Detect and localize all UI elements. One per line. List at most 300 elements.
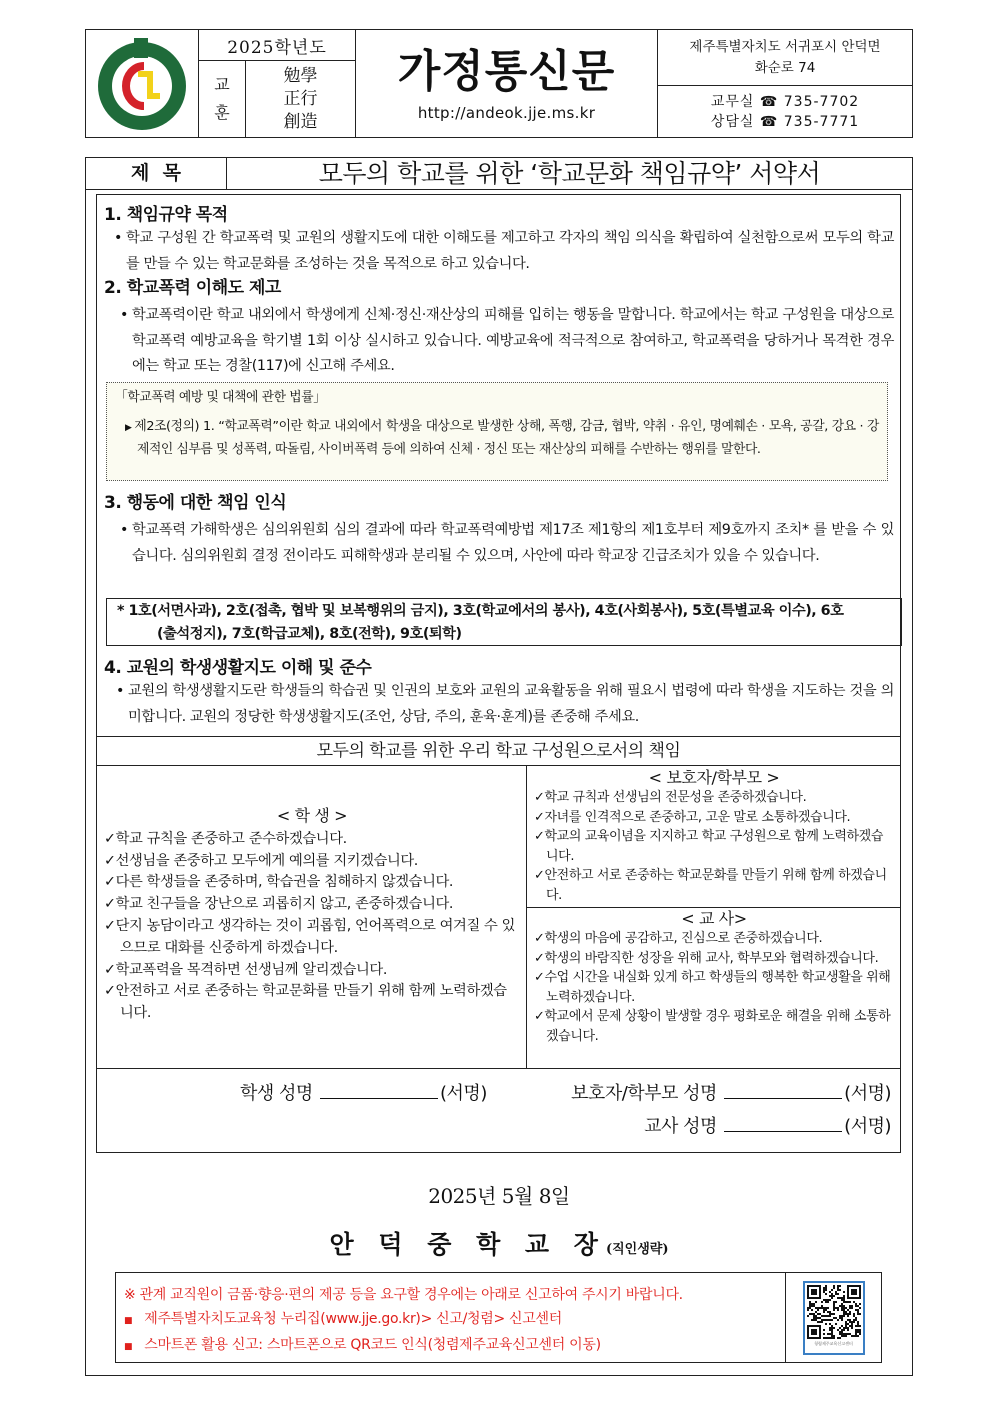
students-item xyxy=(104,829,520,851)
qr-module xyxy=(857,1309,859,1311)
qr-module xyxy=(811,1305,813,1307)
qr-module xyxy=(855,1335,857,1337)
qr-module xyxy=(843,1291,845,1293)
section-4 xyxy=(104,653,894,730)
qr-module xyxy=(855,1331,857,1333)
qr-module xyxy=(817,1321,819,1323)
report-item xyxy=(124,1307,785,1333)
item-text: 학교폭력을 목격하면 선생님께 알리겠습니다. xyxy=(115,961,387,978)
qr-module xyxy=(833,1309,835,1311)
qr-module xyxy=(833,1337,835,1339)
qr-module xyxy=(843,1299,845,1301)
qr-module xyxy=(809,1303,811,1305)
qr-module xyxy=(845,1325,847,1327)
qr-module xyxy=(859,1303,861,1305)
sign-suffix: (서명) xyxy=(440,1083,487,1104)
qr-module xyxy=(857,1335,859,1337)
qr-module xyxy=(845,1301,847,1303)
qr-module xyxy=(831,1337,833,1339)
qr-module xyxy=(833,1303,835,1305)
students-item xyxy=(104,916,520,960)
qr-module xyxy=(835,1293,837,1295)
check-icon: ✓ xyxy=(104,896,116,913)
parents-item xyxy=(534,866,894,905)
qr-module xyxy=(815,1319,817,1321)
qr-module xyxy=(833,1335,835,1337)
qr-module xyxy=(849,1319,851,1321)
item-text: 학교에서 문제 상황이 발생할 경우 평화로운 해결을 위해 소통하겠습니다. xyxy=(544,1009,891,1044)
qr-module xyxy=(857,1323,859,1325)
office-name: 교무실 xyxy=(710,93,755,110)
qr-module xyxy=(815,1311,817,1313)
qr-module xyxy=(843,1295,845,1297)
item-text: 안전하고 서로 존중하는 학교문화를 만들기 위해 함께 노력하겠습니다. xyxy=(115,983,507,1022)
qr-module xyxy=(815,1307,817,1309)
qr-module xyxy=(829,1313,831,1315)
students-item xyxy=(104,960,520,982)
qr-module xyxy=(813,1303,815,1305)
parents-list xyxy=(534,788,894,905)
qr-module xyxy=(843,1305,845,1307)
title-cell xyxy=(356,30,658,137)
qr-module xyxy=(819,1313,821,1315)
qr-module xyxy=(821,1307,823,1309)
qr-module xyxy=(841,1305,843,1307)
qr-module xyxy=(851,1305,853,1307)
qr-module xyxy=(809,1301,811,1303)
qr-module xyxy=(825,1337,827,1339)
sign-suffix: (서명) xyxy=(844,1083,891,1104)
qr-module xyxy=(847,1319,849,1321)
check-icon: ✓ xyxy=(104,852,116,869)
teacher-signature-field[interactable] xyxy=(724,1114,842,1132)
qr-module xyxy=(829,1329,831,1331)
qr-module xyxy=(825,1315,827,1317)
phone-icon: ☎ xyxy=(759,93,779,110)
qr-module xyxy=(825,1287,827,1289)
qr-module xyxy=(833,1285,835,1287)
item-text: 자녀를 인격적으로 존중하고, 고운 말로 소통하겠습니다. xyxy=(544,809,851,825)
qr-module xyxy=(847,1333,849,1335)
qr-module xyxy=(825,1307,827,1309)
law-definition: 제2조(정의) 1. “학교폭력”이란 학교 내외에서 학생을 대상으로 발생한 상해, 폭행, 감금, 협박, 약취 · 유인, 명예훼손 · 모욕, 공갈, 강요 · 강제적인 심부름 및 성폭력, 따돌림, 사이버폭력 등에 의하여 신체 · 정신 또는 재산상의 피해를 수반하는 행위를 말한다. xyxy=(134,418,880,457)
qr-module xyxy=(849,1321,851,1323)
qr-module xyxy=(827,1307,829,1309)
qr-module xyxy=(847,1323,849,1325)
qr-module xyxy=(845,1321,847,1323)
qr-module xyxy=(827,1315,829,1317)
qr-module xyxy=(847,1309,849,1311)
qr-module xyxy=(829,1323,831,1325)
section-heading: 2. 학교폭력 이해도 제고 xyxy=(104,278,281,298)
qr-module xyxy=(845,1311,847,1313)
qr-module xyxy=(845,1327,847,1329)
item-text: 선생님을 존중하고 모두에게 예의를 지키겠습니다. xyxy=(115,852,418,869)
qr-module xyxy=(841,1317,843,1319)
qr-module xyxy=(835,1301,837,1303)
qr-module xyxy=(829,1299,831,1301)
qr-module xyxy=(845,1333,847,1335)
students-column xyxy=(104,805,520,1025)
qr-module xyxy=(813,1313,815,1315)
principal-line xyxy=(85,1225,913,1261)
students-item xyxy=(104,981,520,1025)
qr-module xyxy=(811,1313,813,1315)
qr-module xyxy=(839,1305,841,1307)
qr-module xyxy=(811,1289,817,1295)
qr-code[interactable] xyxy=(803,1281,865,1355)
qr-module xyxy=(837,1289,839,1291)
qr-module xyxy=(837,1319,839,1321)
qr-module xyxy=(859,1329,861,1331)
qr-module xyxy=(825,1293,827,1295)
qr-module xyxy=(851,1321,853,1323)
check-icon: ✓ xyxy=(534,970,545,985)
qr-module xyxy=(853,1321,855,1323)
section-2 xyxy=(104,273,894,380)
qr-module xyxy=(853,1315,855,1317)
qr-module xyxy=(827,1299,829,1301)
students-item xyxy=(104,851,520,873)
qr-module xyxy=(811,1309,813,1311)
section-body: • 학교폭력이란 학교 내외에서 학생에게 신체·정신·재산상의 피해를 입히는 행동을 말합니다. 학교에서는 학교 구성원을 대상으로 학교폭력 예방교육을 학기별 1회 이상 실시하고 있습니다. 예방교육에 적극적으로 참여하고, 학교폭력을 당하거나 목격한 경우에는 학교 또는 경찰(117)에 신고해 주세요. xyxy=(120,307,894,374)
qr-module xyxy=(833,1301,835,1303)
qr-module xyxy=(837,1337,839,1339)
newsletter-header xyxy=(85,29,913,138)
qr-module xyxy=(853,1335,855,1337)
parent-signature-field[interactable] xyxy=(724,1081,842,1099)
qr-module xyxy=(839,1285,841,1287)
qr-module xyxy=(855,1319,857,1321)
qr-module xyxy=(839,1331,841,1333)
qr-module xyxy=(821,1319,823,1321)
qr-module xyxy=(859,1331,861,1333)
qr-module xyxy=(829,1319,831,1321)
responsibilities-title: 모두의 학교를 위한 우리 학교 구성원으로서의 책임 xyxy=(96,737,901,766)
qr-module xyxy=(843,1333,845,1335)
parents-item xyxy=(534,808,894,828)
qr-module xyxy=(843,1313,845,1315)
qr-module xyxy=(839,1327,841,1329)
qr-module xyxy=(851,1323,853,1325)
parent-signature xyxy=(571,1079,891,1105)
section-body: • 학교 구성원 간 학교폭력 및 교원의 생활지도에 대한 이해도를 제고하고 각자의 책임 의식을 확립하여 실천함으로써 모두의 학교를 만들 수 있는 학교문화를 조성하는 것을 목적으로 하고 있습니다. xyxy=(114,230,894,272)
qr-module xyxy=(837,1329,839,1331)
seal-omitted-note: (직인생략) xyxy=(605,1242,669,1257)
sign-suffix: (서명) xyxy=(844,1116,891,1137)
check-icon: ✓ xyxy=(534,931,545,946)
check-icon: ✓ xyxy=(534,868,545,883)
check-icon: ✓ xyxy=(104,983,116,1000)
qr-module xyxy=(855,1329,857,1331)
phone-number: 735-7702 xyxy=(783,93,860,110)
teachers-item xyxy=(534,1007,894,1046)
motto-line: 創造 xyxy=(283,111,318,132)
qr-module xyxy=(831,1329,833,1331)
teachers-list xyxy=(534,929,894,1046)
qr-module xyxy=(845,1313,847,1315)
qr-module xyxy=(833,1295,835,1297)
report-notice: ※ 관계 교직원이 금품·향응·편의 제공 등을 요구할 경우에는 아래로 신고하여 주시기 바랍니다. xyxy=(124,1287,683,1303)
qr-module xyxy=(843,1309,845,1311)
qr-module xyxy=(825,1299,827,1301)
qr-module xyxy=(829,1291,831,1293)
subject-bar xyxy=(85,157,913,190)
office-name: 상담실 xyxy=(710,113,755,130)
qr-module xyxy=(837,1309,839,1311)
section-heading: 1. 책임규약 목적 xyxy=(104,205,228,225)
check-icon: ✓ xyxy=(104,830,116,847)
item-text: 단지 농담이라고 생각하는 것이 괴롭힘, 언어폭력으로 여겨질 수 있으므로 대화를 신중하게 하겠습니다. xyxy=(115,917,515,956)
item-text: 학교 규칙과 선생님의 전문성을 존중하겠습니다. xyxy=(544,790,807,805)
section-body: • 학교폭력 가해학생은 심의위원회 심의 결과에 따라 학교폭력예방법 제17조 제1항의 제1호부터 제9호까지 조치* 를 받을 수 있습니다. 심의위원회 결정 전이라도 피해학생과 분리될 수 있으며, 사안에 따라 학교장 긴급조치가 있을 수 있습니다. xyxy=(120,522,894,564)
student-signature-field[interactable] xyxy=(320,1081,438,1099)
qr-module xyxy=(817,1313,819,1315)
qr-module xyxy=(841,1309,843,1311)
item-text: 학생의 바람직한 성장을 위해 교사, 학부모와 협력하겠습니다. xyxy=(544,950,879,966)
qr-module xyxy=(823,1287,825,1289)
school-logo-cell xyxy=(86,30,199,137)
qr-module xyxy=(857,1321,859,1323)
qr-module xyxy=(837,1285,839,1287)
section-text: 교원의 학생생활지도란 학생들의 학습권 및 인권의 보호와 교원의 교육활동을 위해 필요시 법령에 따라 학생을 지도하는 것을 의미합니다. 교원의 정당한 학생생활지도(조언, 상담, 주의, 훈육·훈계)를 존중해 주세요. xyxy=(128,683,894,725)
qr-module xyxy=(829,1333,831,1335)
qr-module xyxy=(827,1337,829,1339)
qr-module xyxy=(839,1317,841,1319)
address-line: 화순로 74 xyxy=(754,59,816,76)
qr-module xyxy=(851,1289,857,1295)
qr-module xyxy=(849,1313,851,1315)
qr-module xyxy=(839,1315,841,1317)
section-text: 학교폭력 가해학생은 심의위원회 심의 결과에 따라 학교폭력예방법 제17조 제1항의 제1호부터 제9호까지 조치* 를 받을 수 있습니다. 심의위원회 결정 전이라도 피해학생과 분리될 수 있으며, 사안에 따라 학교장 긴급조치가 있을 수 있습니다. xyxy=(132,522,894,564)
qr-module xyxy=(809,1313,811,1315)
qr-module xyxy=(847,1327,849,1329)
qr-module xyxy=(831,1289,833,1291)
qr-module xyxy=(825,1309,827,1311)
qr-module xyxy=(851,1325,853,1327)
qr-module xyxy=(813,1317,815,1319)
qr-module xyxy=(807,1309,809,1311)
qr-module xyxy=(823,1329,825,1331)
qr-module xyxy=(827,1319,829,1321)
signature-label: 보호자/학부모 성명 xyxy=(571,1083,717,1104)
item-text: 학생의 마음에 공감하고, 진심으로 존중하겠습니다. xyxy=(544,931,823,946)
qr-module xyxy=(823,1311,825,1313)
qr-module xyxy=(815,1301,817,1303)
qr-module xyxy=(857,1311,859,1313)
qr-module xyxy=(853,1301,855,1303)
qr-module xyxy=(825,1323,827,1325)
qr-module xyxy=(843,1297,845,1299)
teachers-item xyxy=(534,929,894,949)
qr-module xyxy=(833,1305,835,1307)
qr-module xyxy=(857,1305,859,1307)
qr-module xyxy=(847,1315,849,1317)
school-website-link[interactable]: http://andeok.jje.ms.kr xyxy=(417,103,596,122)
qr-module xyxy=(845,1323,847,1325)
qr-module xyxy=(831,1297,833,1299)
qr-module xyxy=(851,1335,853,1337)
report-item xyxy=(124,1333,785,1359)
signature-divider xyxy=(96,1068,900,1069)
signature-label: 학생 성명 xyxy=(240,1083,313,1104)
responsibilities-table xyxy=(96,736,901,1153)
teacher-signature xyxy=(644,1112,891,1138)
qr-module xyxy=(813,1315,815,1317)
check-icon: ✓ xyxy=(104,917,116,934)
footnote-line: (출석정지), 7호(학급교체), 8호(전학), 9호(퇴학) xyxy=(157,626,462,642)
qr-module xyxy=(813,1319,815,1321)
item-text: 학교 친구들을 장난으로 괴롭히지 않고, 존중하겠습니다. xyxy=(115,896,454,913)
qr-module xyxy=(835,1307,837,1309)
qr-module xyxy=(839,1337,841,1339)
qr-module xyxy=(821,1301,823,1303)
law-title: 「학교폭력 예방 및 대책에 관한 법률」 xyxy=(115,390,326,405)
qr-module xyxy=(859,1313,861,1315)
motto-label-char: 교 xyxy=(214,75,230,94)
report-item-text: 스마트폰 활용 신고: 스마트폰으로 QR코드 인식(청렴제주교육신고센터 이동) xyxy=(144,1337,601,1353)
check-icon: ✓ xyxy=(104,874,116,891)
square-bullet-icon: ■ xyxy=(124,1342,133,1352)
triangle-bullet-icon: ▶ xyxy=(125,422,135,433)
law-excerpt-box xyxy=(106,382,888,481)
item-text: 안전하고 서로 존중하는 학교문화를 만들기 위해 함께 하겠습니다. xyxy=(544,868,887,903)
motto-label-char: 훈 xyxy=(214,103,230,122)
qr-module xyxy=(835,1317,837,1319)
phone-row-office xyxy=(711,92,859,112)
qr-module xyxy=(859,1325,861,1327)
section-3 xyxy=(104,488,894,569)
item-text: 학교 규칙을 존중하고 준수하겠습니다. xyxy=(115,830,347,847)
qr-module xyxy=(841,1325,843,1327)
check-icon: ✓ xyxy=(534,950,545,966)
qr-module xyxy=(859,1307,861,1309)
qr-module xyxy=(807,1315,809,1317)
qr-module xyxy=(843,1335,845,1337)
qr-module xyxy=(843,1315,845,1317)
parents-item xyxy=(534,827,894,866)
qr-module xyxy=(855,1333,857,1335)
parents-item xyxy=(534,788,894,808)
check-icon: ✓ xyxy=(104,961,116,978)
qr-module xyxy=(823,1289,825,1291)
qr-module xyxy=(831,1293,833,1295)
item-text: 학교의 교육이념을 지지하고 학교 구성원으로 함께 노력하겠습니다. xyxy=(544,829,884,864)
qr-module xyxy=(849,1307,851,1309)
measures-footnote xyxy=(106,598,902,646)
qr-module xyxy=(845,1335,847,1337)
qr-module xyxy=(855,1317,857,1319)
students-item xyxy=(104,894,520,916)
qr-module xyxy=(817,1309,819,1311)
qr-module xyxy=(841,1307,843,1309)
school-motto xyxy=(246,61,356,137)
qr-module xyxy=(837,1307,839,1309)
qr-module xyxy=(827,1333,829,1335)
qr-caption: 청렴제주교육신고센터 xyxy=(814,1340,853,1346)
qr-module xyxy=(835,1291,837,1293)
qr-module xyxy=(853,1313,855,1315)
qr-module xyxy=(831,1313,833,1315)
qr-module xyxy=(841,1331,843,1333)
section-text: 학교 구성원 간 학교폭력 및 교원의 생활지도에 대한 이해도를 제고하고 각자의 책임 의식을 확립하여 실천함으로써 모두의 학교를 만들 수 있는 학교문화를 조성하는 것을 목적으로 하고 있습니다. xyxy=(126,230,894,272)
qr-module xyxy=(817,1307,819,1309)
qr-module xyxy=(841,1333,843,1335)
qr-module xyxy=(823,1319,825,1321)
principal-name: 안 덕 중 학 교 장 xyxy=(329,1230,606,1259)
subject-label: 제 목 xyxy=(86,158,227,189)
qr-module xyxy=(851,1307,853,1309)
qr-module xyxy=(857,1313,859,1315)
qr-module xyxy=(823,1337,825,1339)
qr-module xyxy=(847,1329,849,1331)
qr-module xyxy=(819,1317,821,1319)
qr-module xyxy=(827,1301,829,1303)
section-body: • 교원의 학생생활지도란 학생들의 학습권 및 인권의 보호와 교원의 교육활동을 위해 필요시 법령에 따라 학생을 지도하는 것을 의미합니다. 교원의 정당한 학생생활지도(조언, 상담, 주의, 훈육·훈계)를 존중해 주세요. xyxy=(116,683,894,725)
qr-module xyxy=(833,1307,835,1309)
section-1 xyxy=(104,200,894,277)
qr-module xyxy=(855,1303,857,1305)
teachers-heading: < 교 사> xyxy=(681,909,747,928)
qr-module xyxy=(859,1333,861,1335)
qr-module xyxy=(841,1315,843,1317)
qr-module xyxy=(819,1321,821,1323)
qr-module xyxy=(855,1305,857,1307)
qr-cell xyxy=(786,1273,881,1362)
qr-module xyxy=(839,1297,841,1299)
qr-module xyxy=(811,1329,817,1335)
qr-module xyxy=(837,1293,839,1295)
item-text: 수업 시간을 내실화 있게 하고 학생들의 행복한 학교생활을 위해 노력하겠습니다. xyxy=(544,970,891,1005)
qr-module xyxy=(841,1319,843,1321)
qr-module xyxy=(815,1315,817,1317)
qr-module xyxy=(809,1305,811,1307)
qr-module xyxy=(811,1303,813,1305)
law-text xyxy=(115,416,879,462)
qr-module xyxy=(815,1317,817,1319)
qr-module xyxy=(841,1335,843,1337)
qr-module xyxy=(855,1309,857,1311)
teachers-column xyxy=(534,908,894,1046)
qr-module xyxy=(825,1319,827,1321)
qr-module xyxy=(845,1307,847,1309)
square-bullet-icon: ■ xyxy=(124,1316,133,1326)
qr-module xyxy=(821,1315,823,1317)
qr-module xyxy=(831,1333,833,1335)
phone-numbers xyxy=(658,86,912,137)
qr-module xyxy=(823,1291,825,1293)
report-item-text: 제주특별자치도교육청 누리집(www.jje.go.kr)> 신고/청렴> 신고센터 xyxy=(144,1311,562,1327)
check-icon: ✓ xyxy=(534,809,545,825)
qr-module xyxy=(831,1319,833,1321)
qr-module xyxy=(817,1317,819,1319)
qr-module xyxy=(843,1307,845,1309)
section-heading: 3. 행동에 대한 책임 인식 xyxy=(104,493,287,513)
qr-module xyxy=(839,1289,841,1291)
address-line: 제주특별자치도 서귀포시 안덕면 xyxy=(689,38,881,55)
qr-module xyxy=(841,1299,843,1301)
parents-heading: < 보호자/학부모 > xyxy=(648,768,780,787)
qr-module xyxy=(821,1305,823,1307)
qr-module xyxy=(841,1297,843,1299)
qr-module xyxy=(841,1303,843,1305)
qr-module xyxy=(833,1317,835,1319)
qr-module xyxy=(807,1307,809,1309)
subject-title: 모두의 학교를 위한 ‘학교문화 책임규약’ 서약서 xyxy=(318,159,821,188)
qr-module xyxy=(835,1323,837,1325)
qr-module xyxy=(819,1307,821,1309)
qr-module xyxy=(823,1315,825,1317)
